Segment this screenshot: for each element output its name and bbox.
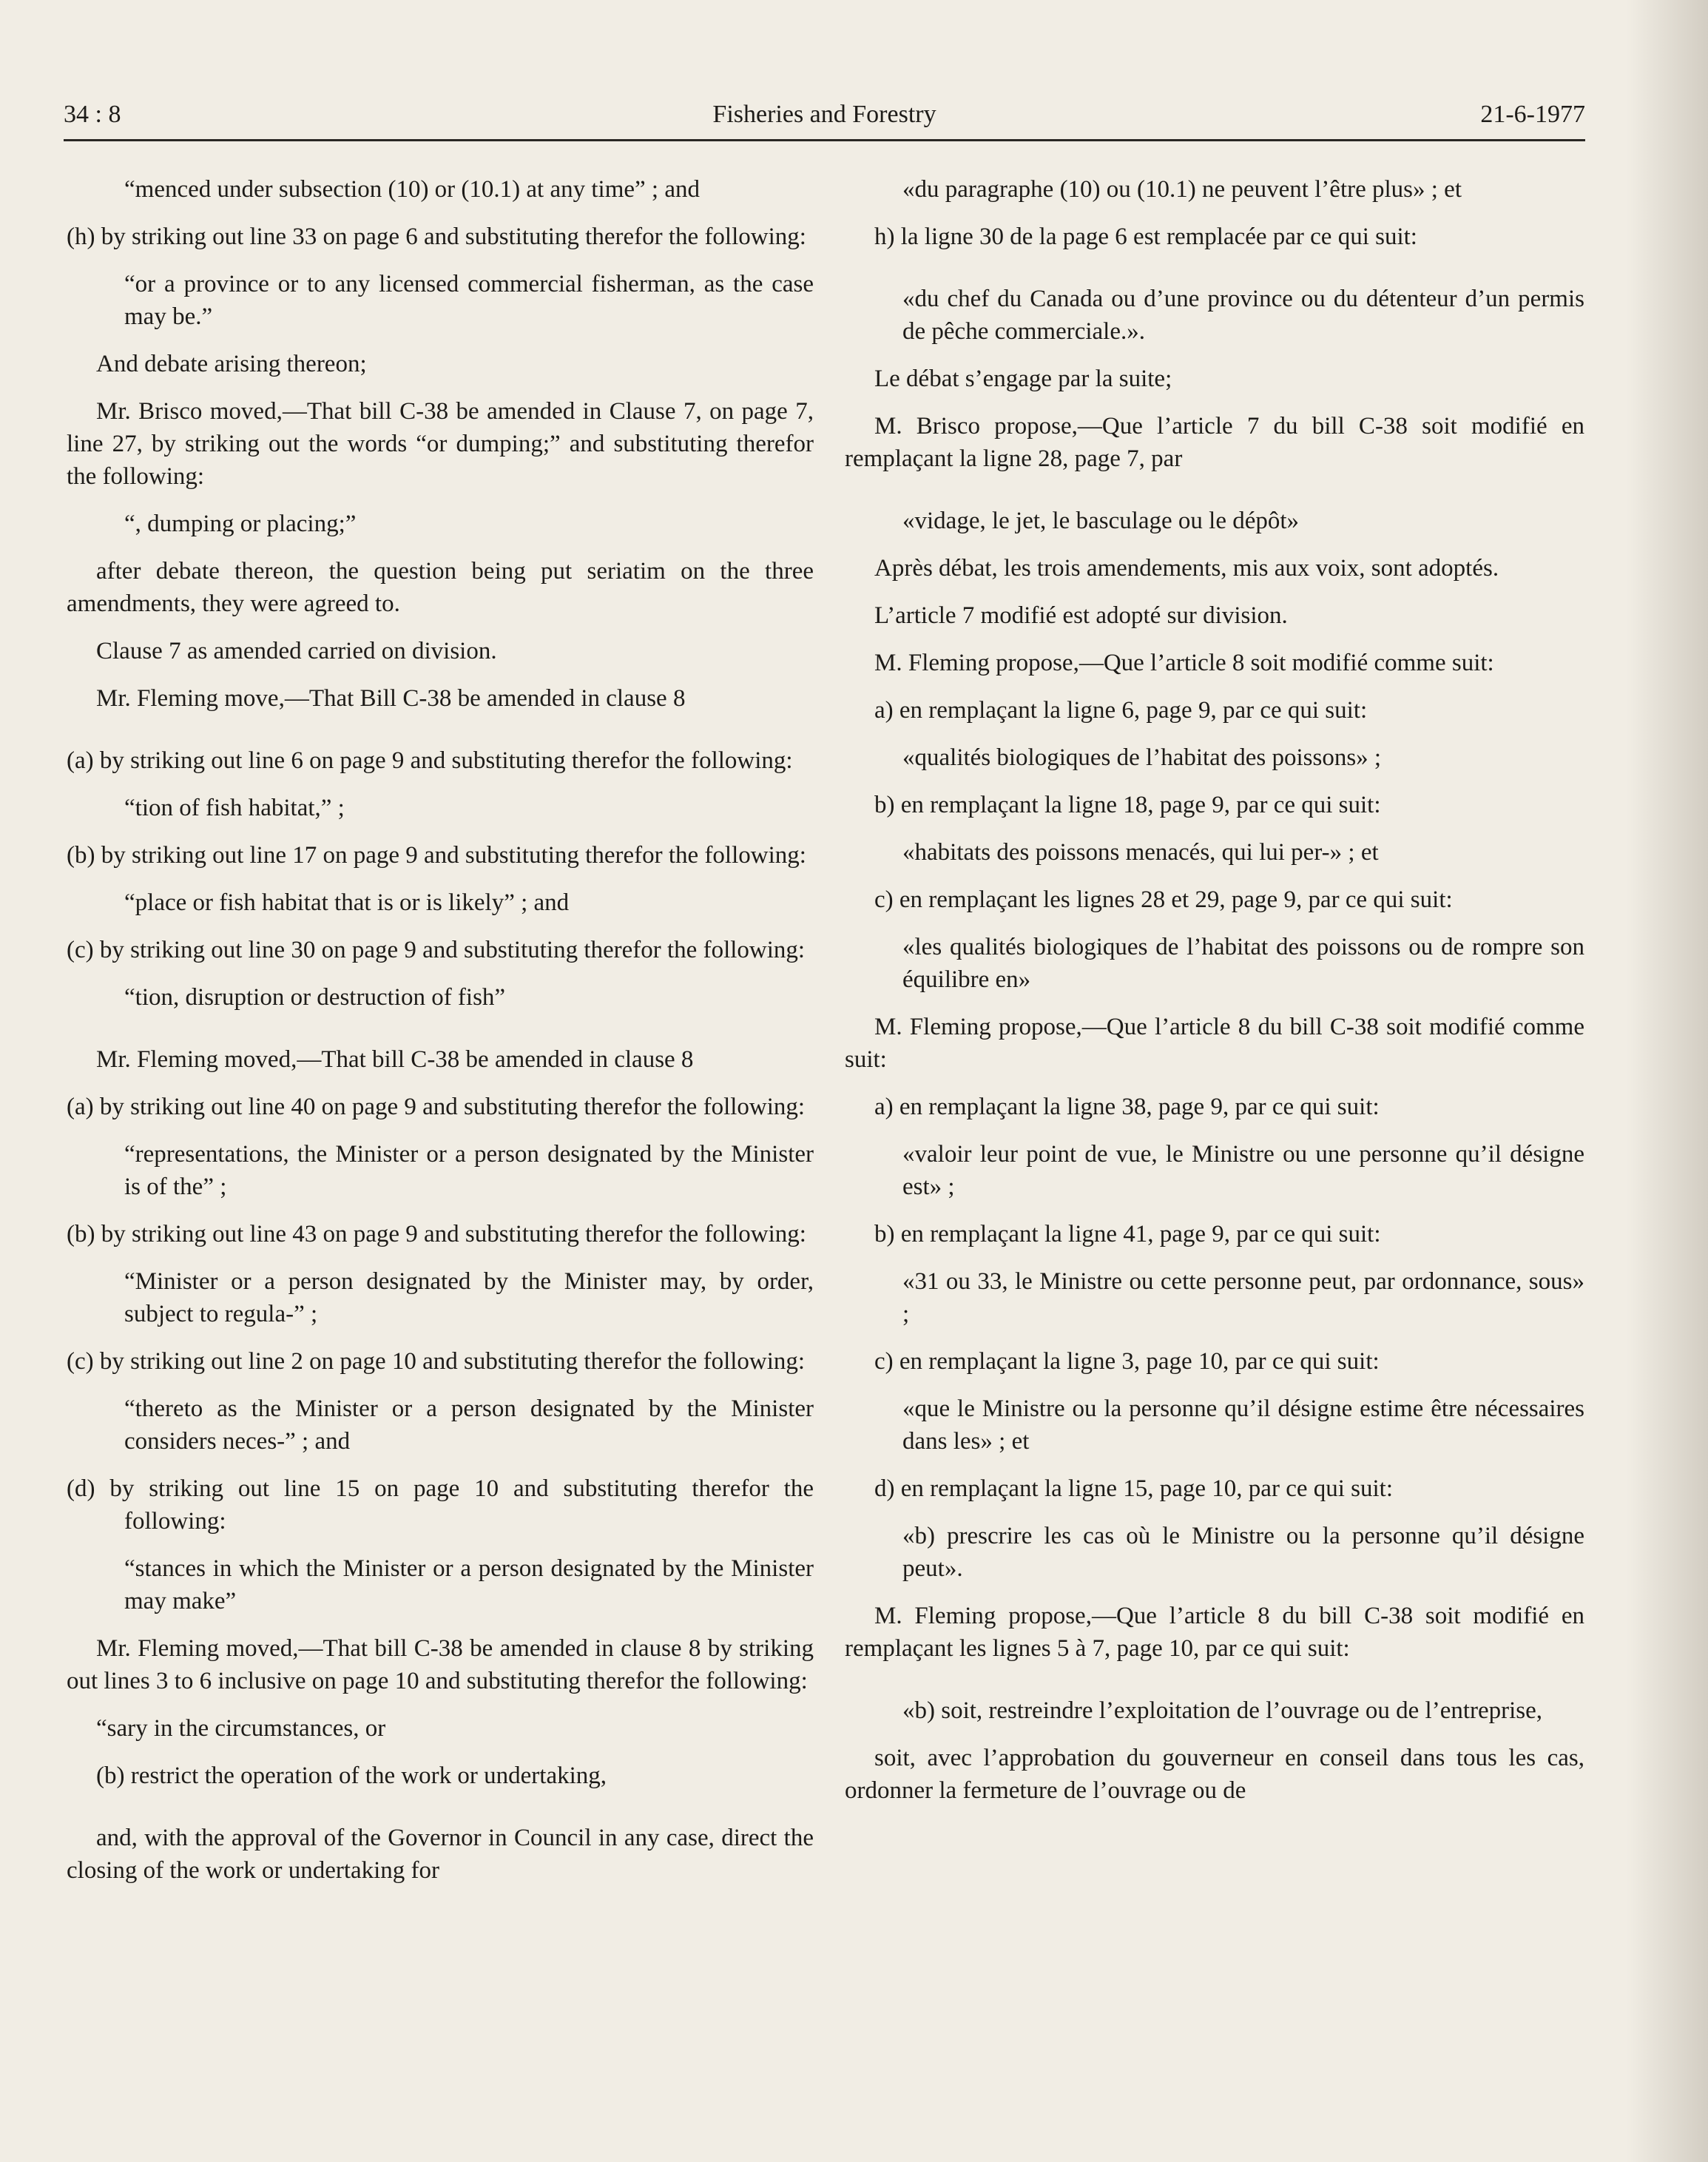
paragraph: Mr. Fleming moved,—That bill C-38 be amended in clause 8 by striking out lines 3 to 6 inclusive on page 10 and substituting therefor the following: (67, 1635, 814, 1694)
paragraph: (d) by striking out line 15 on page 10 and substituting therefor the following: (67, 1475, 814, 1535)
paragraph: “menced under subsection (10) or (10.1) at any time” ; and (124, 176, 700, 203)
paragraph: d) en remplaçant la ligne 15, page 10, par ce qui suit: (874, 1475, 1394, 1502)
paragraph: Mr. Fleming move,—That Bill C-38 be amended in clause 8 (96, 685, 686, 712)
paragraph: «31 ou 33, le Ministre ou cette personne peut, par ordonnance, sous» ; (902, 1268, 1584, 1327)
paragraph: h) la ligne 30 de la page 6 est remplacée par ce qui suit: (874, 223, 1417, 250)
paragraph: M. Fleming propose,—Que l’article 8 du bill C-38 soit modifié comme suit: (845, 1014, 1584, 1073)
paragraph: «b) prescrire les cas où le Ministre ou la personne qu’il désigne peut». (902, 1523, 1584, 1582)
paragraph: “thereto as the Minister or a person designated by the Minister considers neces-” ; and (124, 1395, 814, 1455)
paragraph: «valoir leur point de vue, le Ministre ou une personne qu’il désigne est» ; (902, 1141, 1584, 1200)
paragraph: “tion, disruption or destruction of fish” (124, 984, 506, 1011)
paragraph: «les qualités biologiques de l’habitat des poissons ou de rompre son équilibre en» (902, 934, 1584, 993)
paragraph: b) en remplaçant la ligne 41, page 9, par ce qui suit: (874, 1221, 1381, 1247)
paragraph: (h) by striking out line 33 on page 6 and substituting therefor the following: (67, 223, 806, 250)
paragraph: And debate arising thereon; (96, 351, 367, 377)
paragraph: (a) by striking out line 40 on page 9 and substituting therefor the following: (67, 1094, 806, 1120)
paragraph: M. Fleming propose,—Que l’article 8 du bill C-38 soit modifié en remplaçant les lignes 5 à 7, page 10, par ce qui suit: (845, 1603, 1584, 1662)
paragraph: “representations, the Minister or a person designated by the Minister is of the” ; (124, 1141, 814, 1200)
paragraph: (a) by striking out line 6 on page 9 and substituting therefor the following: (67, 747, 793, 774)
page-edge-shadow (1627, 0, 1708, 2162)
page-title: Fisheries and Forestry (712, 101, 936, 128)
paragraph: Mr. Fleming moved,—That bill C-38 be amended in clause 8 (96, 1046, 694, 1073)
paragraph: «qualités biologiques de l’habitat des poissons» ; (902, 744, 1382, 771)
paragraph: Après débat, les trois amendements, mis aux voix, sont adoptés. (874, 555, 1499, 582)
paragraph: a) en remplaçant la ligne 6, page 9, par ce qui suit: (874, 697, 1368, 724)
paragraph: Clause 7 as amended carried on division. (96, 638, 497, 664)
paragraph: Mr. Brisco moved,—That bill C-38 be amended in Clause 7, on page 7, line 27, by striking out the words “or dumping;” and substituting therefor the following: (67, 398, 814, 490)
paragraph: Le débat s’engage par la suite; (874, 366, 1172, 392)
paragraph: “sary in the circumstances, or (96, 1715, 386, 1742)
paragraph: (c) by striking out line 30 on page 9 and substituting therefor the following: (67, 937, 806, 963)
page-date: 21-6-1977 (1480, 101, 1585, 128)
paragraph: (b) by striking out line 43 on page 9 and substituting therefor the following: (67, 1221, 806, 1247)
paragraph: soit, avec l’approbation du gouverneur en conseil dans tous les cas, ordonner la fermeture de l’ouvrage ou de (845, 1745, 1584, 1804)
paragraph: b) en remplaçant la ligne 18, page 9, par ce qui suit: (874, 792, 1381, 818)
page-number: 34 : 8 (64, 101, 121, 128)
paragraph: c) en remplaçant les lignes 28 et 29, page 9, par ce qui suit: (874, 886, 1453, 913)
paragraph: (c) by striking out line 2 on page 10 and substituting therefor the following: (67, 1348, 806, 1375)
paragraph: “tion of fish habitat,” ; (124, 795, 345, 821)
paragraph: “or a province or to any licensed commercial fisherman, as the case may be.” (124, 271, 814, 330)
paragraph: «que le Ministre ou la personne qu’il désigne estime être nécessaires dans les» ; et (902, 1395, 1584, 1455)
paragraph: “place or fish habitat that is or is likely” ; and (124, 889, 570, 916)
paragraph: «b) soit, restreindre l’exploitation de l’ouvrage ou de l’entreprise, (902, 1697, 1543, 1724)
paragraph: «du chef du Canada ou d’une province ou du détenteur d’un permis de pêche commerciale.». (902, 286, 1584, 345)
paragraph: M. Brisco propose,—Que l’article 7 du bill C-38 soit modifié en remplaçant la ligne 28, page 7, par (845, 413, 1584, 472)
paragraph: after debate thereon, the question being put seriatim on the three amendments, they were agreed to. (67, 558, 814, 617)
english-column (67, 173, 814, 1902)
paragraph: (b) by striking out line 17 on page 9 and substituting therefor the following: (67, 842, 806, 869)
paragraph: “, dumping or placing;” (124, 511, 357, 537)
paragraph: L’article 7 modifié est adopté sur division. (874, 602, 1288, 629)
paragraph: a) en remplaçant la ligne 38, page 9, par ce qui suit: (874, 1094, 1380, 1120)
page-header (64, 95, 1585, 141)
paragraph: and, with the approval of the Governor in Council in any case, direct the closing of the work or undertaking for (67, 1825, 814, 1884)
french-column (845, 173, 1584, 1822)
paragraph: M. Fleming propose,—Que l’article 8 soit modifié comme suit: (874, 650, 1494, 676)
paragraph: (b) restrict the operation of the work or undertaking, (96, 1762, 607, 1789)
paragraph: «vidage, le jet, le basculage ou le dépôt» (902, 508, 1300, 534)
paragraph: «du paragraphe (10) ou (10.1) ne peuvent l’être plus» ; et (902, 176, 1462, 203)
paragraph: “Minister or a person designated by the Minister may, by order, subject to regula-” ; (124, 1268, 814, 1327)
paragraph: c) en remplaçant la ligne 3, page 10, par ce qui suit: (874, 1348, 1380, 1375)
paragraph: «habitats des poissons menacés, qui lui per-» ; et (902, 839, 1379, 866)
paragraph: “stances in which the Minister or a person designated by the Minister may make” (124, 1555, 814, 1614)
